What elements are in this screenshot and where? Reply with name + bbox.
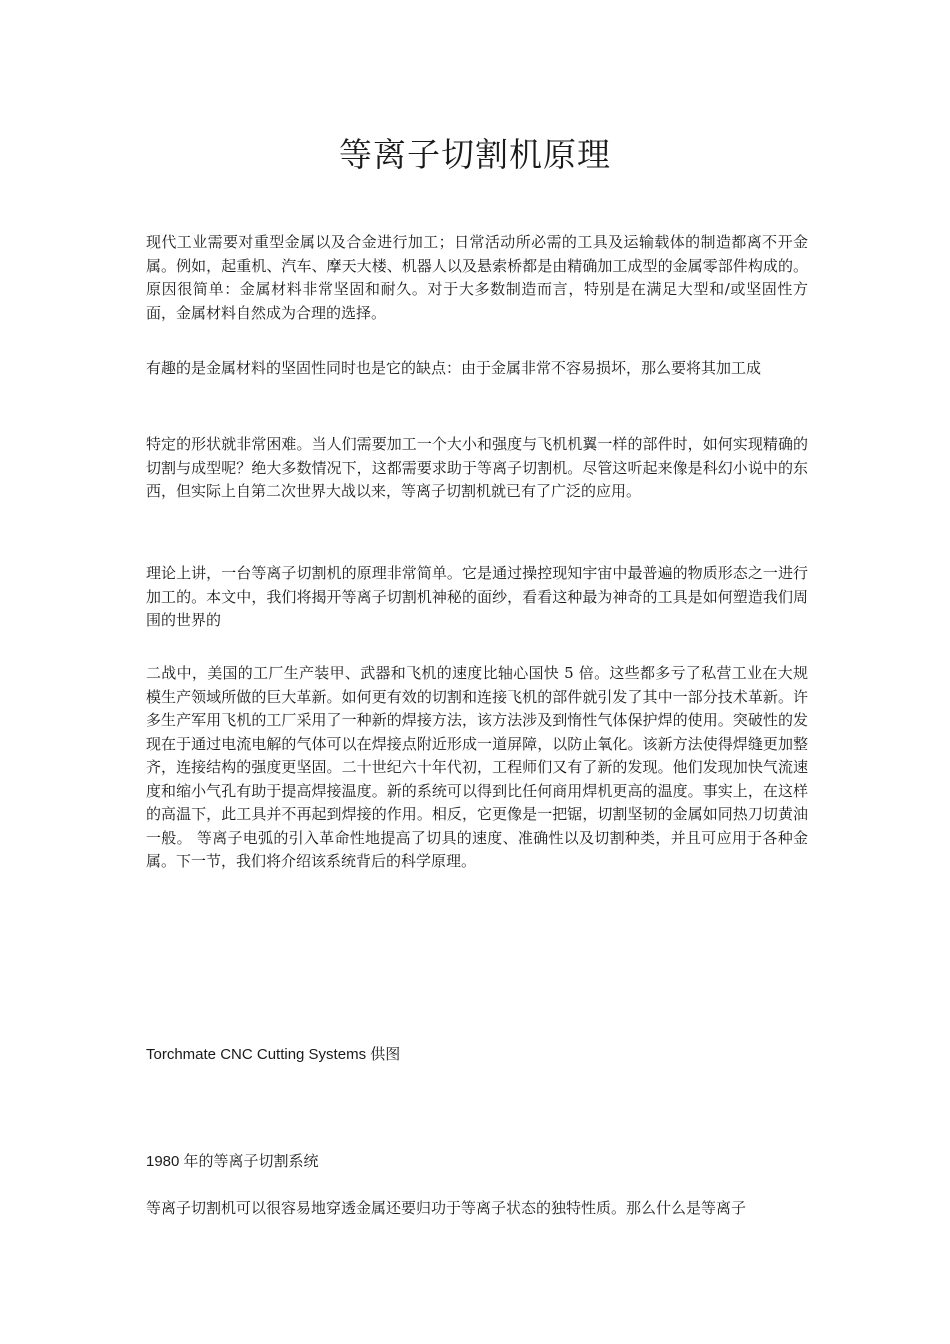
image-credit: Torchmate CNC Cutting Systems 供图: [146, 1046, 401, 1063]
paragraph-theory: 理论上讲，一台等离子切割机的原理非常简单。它是通过操控现知宇宙中最普遍的物质形态之一进行加工的。本文中，我们将揭开等离子切割机神秘的面纱，看看这种最为神奇的工具是如何塑造我们周围的世界的: [146, 564, 808, 629]
document-title: 等离子切割机原理: [339, 135, 611, 174]
paragraph-drawback: 有趣的是金属材料的坚固性同时也是它的缺点：由于金属非常不容易损坏，那么要将其加工成: [146, 359, 762, 377]
paragraph-plasma-intro: 等离子切割机可以很容易地穿透金属还要归功于等离子状态的独特性质。那么什么是等离子: [146, 1199, 747, 1217]
paragraph-history: 二战中，美国的工厂生产装甲、武器和飞机的速度比轴心国快 5 倍。这些都多亏了私营工业在大规模生产领域所做的巨大革新。如何更有效的切割和连接飞机的部件就引发了其中一部分技术革新。许多生产军用飞机的工厂采用了一种新的焊接方法，该方法涉及到惰性气体保护焊的使用。突破性的发现在于通过电流电解的气体可以在焊接点附近形成一道屏障，以防止氧化。该新方法使得焊缝更加整齐，连接结构的强度更坚固。二十世纪六十年代初，工程师们又有了新的发现。他们发现加快气流速度和缩小气孔有助于提高焊接温度。新的系统可以得到比任何商用焊机更高的温度。事实上，在这样的高温下，此工具并不再起到焊接的作用。相反，它更像是一把锯，切割坚韧的金属如同热刀切黄油一般。 等离子电弧的引入革命性地提高了切具的速度、准确性以及切割种类，并且可应用于各种金属。下一节，我们将介绍该系统背后的科学原理。: [146, 664, 808, 870]
image-caption: 1980 年的等离子切割系统: [146, 1153, 319, 1170]
paragraph-intro: 现代工业需要对重型金属以及合金进行加工；日常活动所必需的工具及运输载体的制造都离不开金属。例如，起重机、汽车、摩天大楼、机器人以及悬索桥都是由精确加工成型的金属零部件构成的。原因很简单：金属材料非常坚固和耐久。对于大多数制造而言，特别是在满足大型和/或坚固性方面，金属材料自然成为合理的选择。: [146, 233, 808, 322]
paragraph-shaping: 特定的形状就非常困难。当人们需要加工一个大小和强度与飞机机翼一样的部件时，如何实现精确的切割与成型呢？绝大多数情况下，这都需要求助于等离子切割机。尽管这听起来像是科幻小说中的东西，但实际上自第二次世界大战以来，等离子切割机就已有了广泛的应用。: [146, 435, 808, 500]
